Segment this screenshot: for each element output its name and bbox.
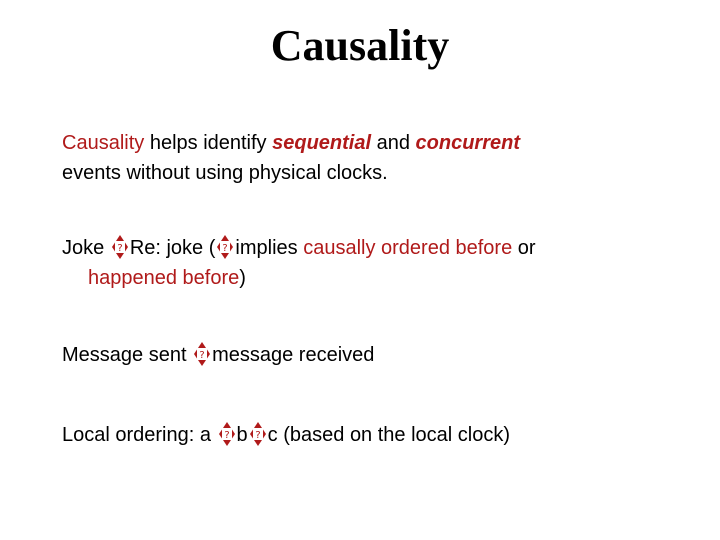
text-message-sent: Message sent	[62, 344, 193, 366]
paragraph-2-line-1	[62, 233, 536, 263]
text-helps-identify: helps identify	[144, 132, 273, 154]
text-c-local-clock: c (based on the local clock)	[267, 424, 511, 446]
paragraph-1-line-1	[62, 128, 520, 158]
text-local-ordering: Local ordering: a	[62, 424, 217, 446]
missing-glyph-arrow-icon	[218, 421, 236, 447]
term-sequential: sequential	[272, 132, 372, 154]
text-close-paren: )	[239, 267, 246, 289]
term-causality: Causality	[62, 132, 145, 154]
svg-text:?: ?	[199, 350, 205, 361]
term-concurrent: concurrent	[415, 132, 520, 154]
text-and: and	[371, 132, 416, 154]
svg-text:?: ?	[222, 243, 229, 254]
text-implies: implies	[235, 237, 304, 259]
missing-glyph-arrow-icon	[111, 234, 129, 260]
term-happened-before: happened before	[88, 267, 240, 289]
text-or: or	[512, 237, 536, 259]
svg-text:?: ?	[117, 243, 123, 254]
slide-title: Causality	[270, 21, 450, 70]
text-joke: Joke	[62, 237, 110, 259]
paragraph-1-line-2: events without using physical clocks.	[62, 162, 388, 184]
missing-glyph-arrow-icon	[193, 341, 211, 367]
svg-text:?: ?	[223, 430, 230, 441]
missing-glyph-arrow-icon	[216, 234, 234, 260]
svg-text:?: ?	[255, 430, 261, 441]
paragraph-3	[62, 340, 374, 370]
text-b: b	[236, 424, 248, 446]
paragraph-4	[62, 420, 510, 450]
term-causally-ordered-before: causally ordered before	[303, 237, 513, 259]
paragraph-2-line-2	[88, 263, 246, 293]
text-re-joke: Re: joke (	[129, 237, 216, 259]
text-message-received: message received	[212, 344, 375, 366]
missing-glyph-arrow-icon	[249, 421, 267, 447]
